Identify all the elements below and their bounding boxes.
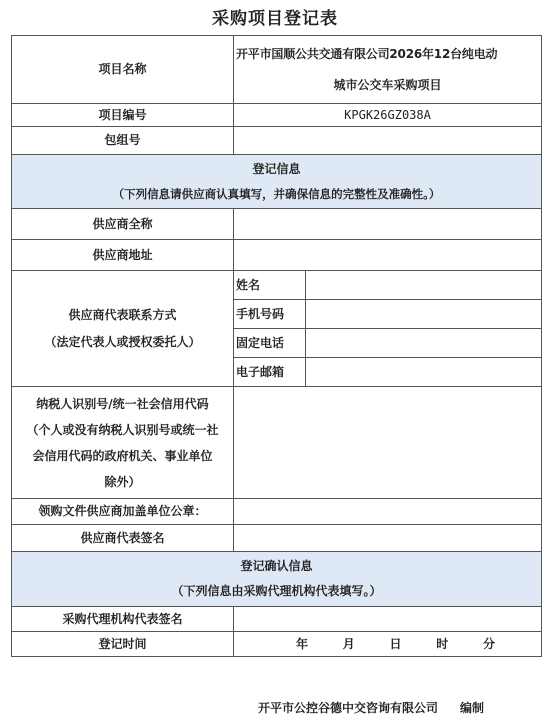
- registration-form: [11, 35, 542, 657]
- stamp-value[interactable]: [234, 499, 542, 525]
- rep-phone-label: 固定电话: [234, 329, 306, 358]
- page-title: 采购项目登记表: [212, 9, 338, 29]
- project-number-label: 项目编号: [12, 104, 234, 127]
- project-name-label: 项目名称: [12, 36, 234, 104]
- footer-action: 编制: [460, 701, 485, 715]
- time-unit-minute: 分: [482, 636, 495, 651]
- project-number-value: KPGK26GZ038A: [234, 104, 542, 127]
- rep-name-label: 姓名: [234, 271, 306, 300]
- footer: [258, 699, 484, 716]
- agent-signature-label: 采购代理机构代表签名: [12, 607, 234, 632]
- package-label: 包组号: [12, 127, 234, 155]
- tax-id-label: [12, 387, 234, 499]
- tax-id-label-line3: 会信用代码的政府机关、事业单位: [32, 448, 213, 463]
- rep-email-value[interactable]: [306, 358, 542, 387]
- tax-id-label-line2: （个人或没有纳税人识别号或统一社: [26, 422, 219, 437]
- footer-org: 开平市公控谷德中交咨询有限公司: [258, 701, 439, 715]
- registration-heading: 登记信息: [252, 161, 301, 176]
- supplier-address-label: 供应商地址: [12, 240, 234, 271]
- registration-time-value[interactable]: [234, 632, 542, 657]
- rep-contact-label-line2: （法定代表人或授权委托人）: [44, 334, 201, 349]
- time-unit-month: 月: [342, 636, 355, 651]
- supplier-address-value[interactable]: [234, 240, 542, 271]
- confirmation-heading: 登记确认信息: [240, 559, 313, 573]
- supplier-name-value[interactable]: [234, 209, 542, 240]
- registration-heading-cell: [12, 155, 542, 209]
- project-name-line2: 城市公交车采购项目: [333, 77, 442, 92]
- time-unit-hour: 时: [436, 636, 449, 651]
- rep-contact-label: [12, 271, 234, 387]
- rep-mobile-label: 手机号码: [234, 300, 306, 329]
- time-unit-year: 年: [296, 636, 309, 651]
- registration-note: （下列信息请供应商认真填写，并确保信息的完整性及准确性。）: [112, 186, 441, 201]
- package-value[interactable]: [234, 127, 542, 155]
- confirmation-note: （下列信息由采购代理机构代表填写。）: [171, 584, 382, 598]
- tax-id-label-line4: 除外）: [104, 474, 141, 489]
- rep-contact-label-line1: 供应商代表联系方式: [68, 307, 177, 322]
- confirmation-heading-cell: [12, 552, 542, 607]
- rep-phone-value[interactable]: [306, 329, 542, 358]
- registration-time-label: 登记时间: [12, 632, 234, 657]
- tax-id-label-line1: 纳税人识别号/统一社会信用代码: [36, 396, 209, 411]
- rep-signature-value[interactable]: [234, 525, 542, 552]
- time-unit-day: 日: [389, 636, 402, 651]
- tax-id-value[interactable]: [234, 387, 542, 499]
- rep-signature-label: 供应商代表签名: [12, 525, 234, 552]
- rep-mobile-value[interactable]: [306, 300, 542, 329]
- project-name-line1: 开平市国顺公共交通有限公司2026年12台纯电动: [236, 46, 498, 61]
- agent-signature-value[interactable]: [234, 607, 542, 632]
- rep-email-label: 电子邮箱: [234, 358, 306, 387]
- rep-name-value[interactable]: [306, 271, 542, 300]
- stamp-label: 领购文件供应商加盖单位公章：: [12, 499, 234, 525]
- project-name-value: [234, 36, 542, 104]
- supplier-name-label: 供应商全称: [12, 209, 234, 240]
